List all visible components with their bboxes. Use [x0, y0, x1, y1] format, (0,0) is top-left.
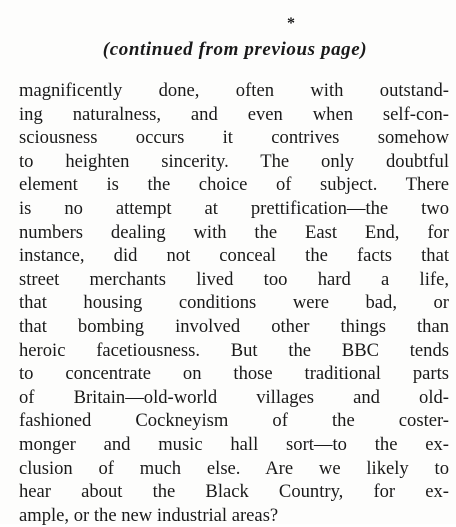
article-line: sciousness occurs it contrives somehow: [19, 127, 449, 149]
article-line: to heighten sincerity. The only doubtful: [19, 150, 449, 172]
article-body: [19, 79, 449, 527]
article-line: is no attempt at prettification—the two: [19, 197, 449, 219]
article-line: instance, did not conceal the facts that: [19, 245, 449, 267]
article-line: ample, or the new industrial areas?: [19, 504, 279, 526]
article-line: clusion of much else. Are we likely to: [19, 457, 449, 479]
article-line: fashioned Cockneyism of the coster-: [19, 410, 449, 432]
article-line: magnificently done, often with outstand-: [19, 80, 449, 101]
article-line: hear about the Black Country, for ex-: [19, 481, 449, 503]
asterisk-marker: *: [287, 15, 295, 32]
article-line: that housing conditions were bad, or: [19, 292, 449, 314]
article-line: ing naturalness, and even when self-con-: [19, 103, 449, 125]
article-line: numbers dealing with the East End, for: [19, 221, 449, 243]
article-line: of Britain—old-world villages and old-: [19, 386, 449, 408]
article-line: heroic facetiousness. But the BBC tends: [19, 339, 449, 361]
article-line: monger and music hall sort—to the ex-: [19, 433, 449, 455]
article-line: that bombing involved other things than: [19, 315, 449, 337]
article-line: element is the choice of subject. There: [19, 174, 449, 196]
article-line: to concentrate on those traditional parts: [19, 363, 449, 385]
continued-heading: (continued from previous page): [102, 39, 368, 60]
article-line: street merchants lived too hard a life,: [19, 268, 449, 290]
